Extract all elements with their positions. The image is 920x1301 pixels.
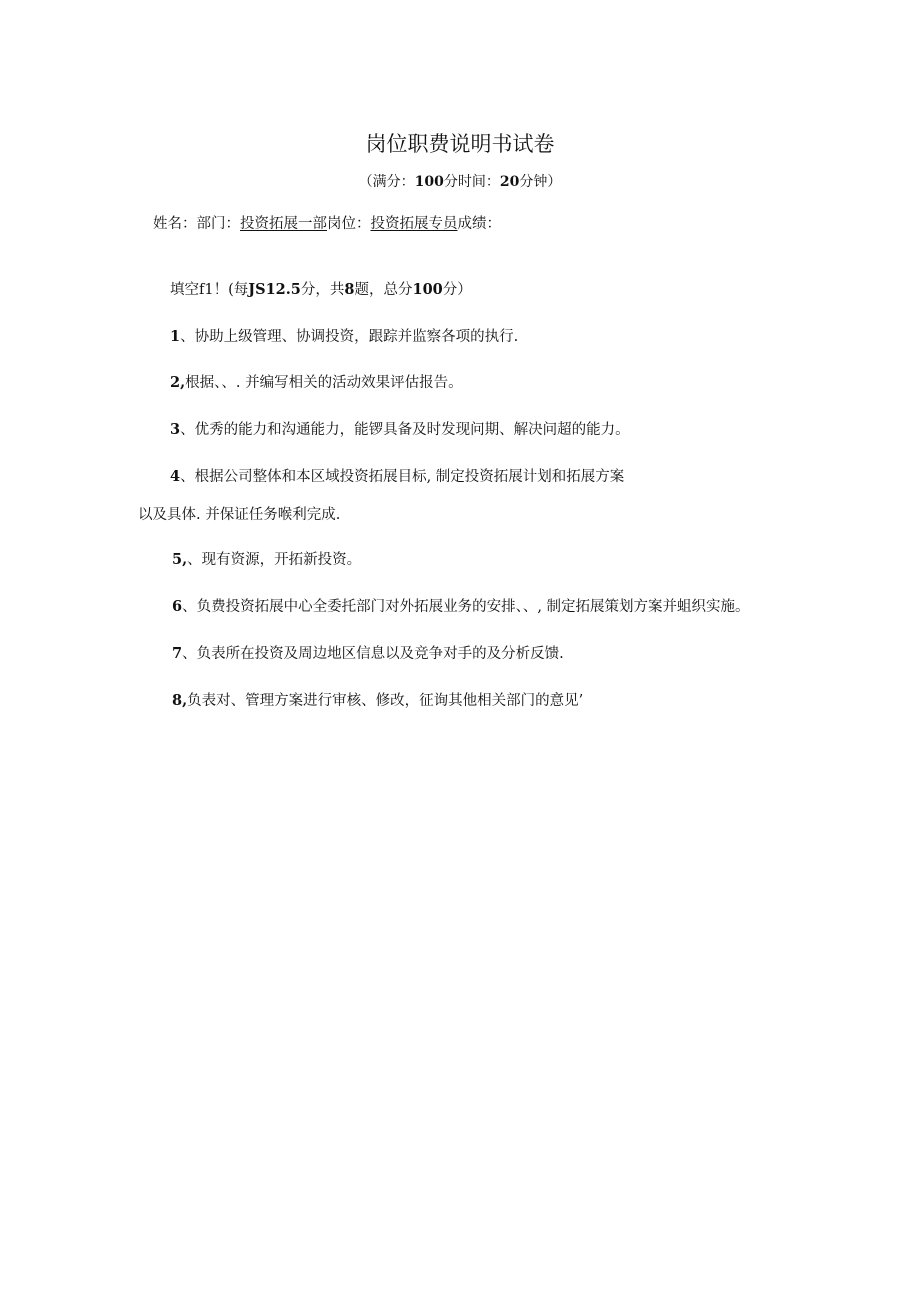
section-heading xyxy=(170,280,472,300)
subtitle-close: 分钟） xyxy=(519,174,562,190)
question-number: 3 xyxy=(170,421,181,438)
page-subtitle xyxy=(0,171,920,191)
subtitle-open: （满分： xyxy=(358,174,415,190)
question-8 xyxy=(172,691,583,711)
question-text: 、根据公司整体和本区域投资拓展目标, 制定投资拓展计划和拓展方案 xyxy=(180,469,625,485)
question-4-continuation: 以及具体. 并保证任务喉利完成. xyxy=(138,507,341,523)
question-number: 4 xyxy=(170,468,181,485)
subtitle-mid: 分时间： xyxy=(443,174,500,190)
question-4 xyxy=(170,467,624,487)
question-text: 、优秀的能力和沟通能力，能锣具备及时发现问期、解决问超的能力。 xyxy=(180,422,630,438)
section-pre: 填空f1！(每 xyxy=(170,282,249,298)
info-line xyxy=(153,214,501,234)
question-text: 、负费投资拓展中心全委托部门对外拓展业务的安排、、, 制定拓展策划方案并蛆织实施。 xyxy=(182,599,750,615)
dept-label: 部门： xyxy=(196,216,240,232)
question-number: 6 xyxy=(172,598,183,615)
question-text: 、协助上级管理、协调投资，跟踪并监察各项的执行. xyxy=(180,329,519,345)
question-text: 根据、、. 并编写相关的活动效果评估报告。 xyxy=(185,375,463,391)
total-points: 100 xyxy=(412,281,443,298)
question-7 xyxy=(172,644,564,664)
score-label: 成绩： xyxy=(457,216,501,232)
section-post: 分） xyxy=(442,282,472,298)
exam-time: 20 xyxy=(499,174,520,190)
page-title: 岗位职费说明书试卷 xyxy=(365,132,555,156)
position-label: 岗位： xyxy=(327,216,371,232)
full-score: 100 xyxy=(414,174,444,190)
question-count: 8 xyxy=(344,281,355,298)
question-3 xyxy=(170,420,630,440)
question-number: 5, xyxy=(172,551,188,568)
question-2 xyxy=(170,373,463,393)
question-text: 、负表所在投资及周边地区信息以及竞争对手的及分析反馈. xyxy=(182,646,564,662)
question-number: 8, xyxy=(172,692,188,709)
dept-value: 投资拓展一部 xyxy=(240,216,327,232)
question-number: 2, xyxy=(170,374,186,391)
section-mid2: 题，总分 xyxy=(354,282,413,298)
section-mid1: 分，共 xyxy=(300,282,345,298)
question-6 xyxy=(172,597,750,617)
name-label: 姓名： xyxy=(153,216,197,232)
question-number: 1 xyxy=(170,328,181,345)
question-text: 、现有资源，开拓新投资。 xyxy=(187,552,362,568)
question-1 xyxy=(170,327,518,347)
question-number: 7 xyxy=(172,645,183,662)
points-per-question: JS12.5 xyxy=(248,281,301,298)
position-value: 投资拓展专员 xyxy=(370,216,458,232)
question-5 xyxy=(172,550,361,570)
question-text: 负表对、管理方案进行审核、修改，征询其他相关部门的意见’ xyxy=(187,693,584,709)
